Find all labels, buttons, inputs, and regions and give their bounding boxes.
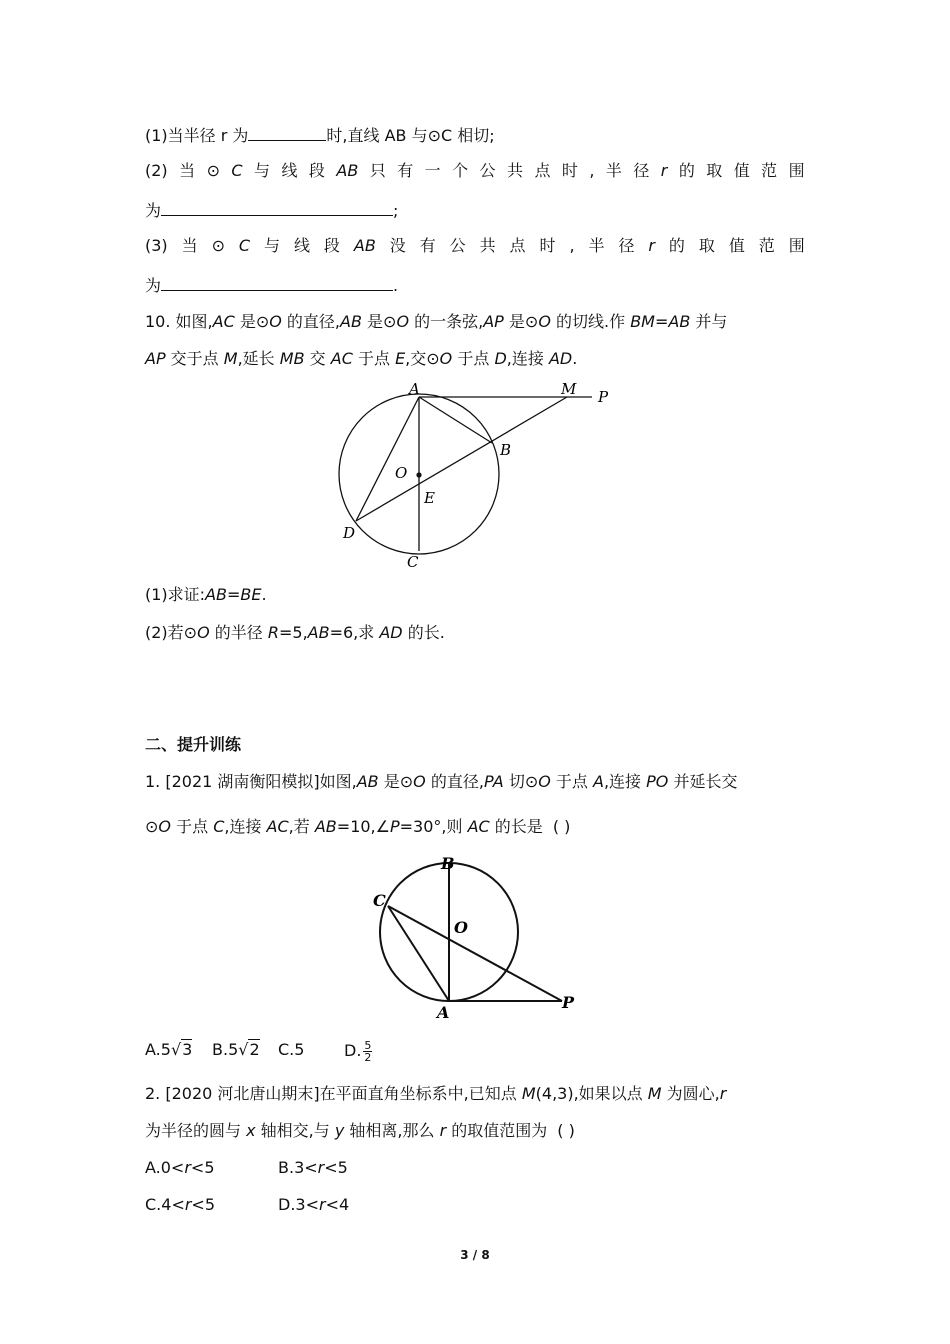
label-d: D [343,524,356,542]
p1-option-c: C.5 [278,1040,305,1059]
text-token: 共 [507,161,524,180]
label-e: E [424,489,435,507]
text-token: 值 [728,236,745,255]
text-token: 只 [369,161,386,180]
text-token: 半 [588,236,605,255]
text-token: (2) [145,161,168,180]
q10-stem-line1: 10. 如图,AC 是⊙O 的直径,AB 是⊙O 的一条弦,AP 是⊙O 的切线.作 BM=AB 并与 [145,312,728,331]
label-b: B [441,854,455,873]
label-o: O [454,918,468,937]
label-p: P [562,993,575,1012]
q9-part1: (1)当半径 r 为 时,直线 AB 与⊙C 相切; [145,126,495,145]
page-number: 3 / 8 [460,1248,490,1262]
text-token: 当 [179,161,196,180]
label-b: B [500,441,512,459]
text-token: AB [336,161,359,180]
text-token: 共 [479,236,496,255]
chord-ab [419,397,492,443]
text-token: 的 [668,236,685,255]
text-token: 公 [449,236,466,255]
label-c: C [373,891,386,910]
text-token: r [648,236,655,255]
p2-option-a: A.0<r<5 [145,1158,215,1177]
p2-option-d: D.3<r<4 [278,1195,350,1214]
text-token: 个 [452,161,469,180]
text-token: 半 [605,161,622,180]
label-p: P [598,388,609,406]
q10-sub1: (1)求证:AB=BE. [145,585,267,604]
text-token: (3) [145,236,168,255]
text-token: 值 [733,161,750,180]
text-token: 有 [419,236,436,255]
text-token: ⊙ [211,236,225,255]
p1-stem-line2: ⊙O 于点 C,连接 AC,若 AB=10,∠P=30°,则 AC 的长是 ( ) [145,817,571,836]
text-token: 取 [698,236,715,255]
text-token: 点 [509,236,526,255]
p1-option-d: D. $\frac{5}{2}$ [344,1039,372,1064]
text-token: AB [353,236,376,255]
q10-stem-line2: AP 交于点 M,延长 MB 交 AC 于点 E,交⊙O 于点 D,连接 AD. [145,349,578,368]
label-o: O [395,464,408,482]
q10-sub2: (2)若⊙O 的半径 R=5,AB=6,求 AD 的长. [145,623,445,642]
text-token: 没 [389,236,406,255]
p2-stem-line2: 为半径的圆与 x 轴相交,与 y 轴相离,那么 r 的取值范围为 ( ) [145,1121,575,1140]
text-token: , [569,236,575,255]
text-token: 径 [618,236,635,255]
text-token: 有 [397,161,414,180]
q9-part2-cont: 为 ; [145,201,399,220]
text-token: 范 [761,161,778,180]
text-token: 段 [308,161,325,180]
answer-blank [248,124,326,141]
text-token: 一 [424,161,441,180]
chord-ac [388,906,449,1001]
text-token: r [660,161,668,180]
p2-option-b: B.3<r<5 [278,1158,348,1177]
text-token: 围 [788,236,805,255]
q9-part3 [145,236,805,256]
text-token: 当 [181,236,198,255]
p1-option-a: A.5√3 [145,1040,193,1059]
text-token: 段 [323,236,340,255]
text-token: 与 [254,161,271,180]
text-token: 径 [633,161,650,180]
text-token: 线 [293,236,310,255]
p1-figure [365,850,585,1022]
label-a: A [437,1003,450,1022]
text-token: 时 [539,236,556,255]
section-heading: 二、提升训练 [145,735,242,754]
text-token: 线 [281,161,298,180]
p1-option-b: B.5√2 [212,1040,260,1059]
center-dot [416,472,421,477]
p2-option-c: C.4<r<5 [145,1195,216,1214]
text-token: 与 [264,236,281,255]
text-token: , [589,161,595,180]
q9-part3-cont: 为 . [145,276,399,295]
q10-figure [325,378,625,574]
text-token: 点 [534,161,551,180]
text-token: ⊙ [206,161,220,180]
q9-part2 [145,161,805,181]
text-token: C [231,161,243,180]
text-token: 取 [706,161,723,180]
p2-stem-line1: 2. [2020 河北唐山期末]在平面直角坐标系中,已知点 M(4,3),如果以点 M 为圆心,r [145,1084,727,1103]
label-a: A [409,380,420,398]
text-token: 时 [561,161,578,180]
label-m: M [561,380,577,398]
p1-stem-line1: 1. [2021 湖南衡阳模拟]如图,AB 是⊙O 的直径,PA 切⊙O 于点 A,连接 PO 并延长交 [145,772,738,791]
text-token: C [238,236,251,255]
answer-blank [161,199,393,216]
label-c: C [407,553,419,571]
text-token: 的 [678,161,695,180]
line-pc [388,906,562,1001]
answer-blank [161,274,393,291]
text-token: 范 [758,236,775,255]
text-token: 公 [479,161,496,180]
text-token: 围 [788,161,805,180]
